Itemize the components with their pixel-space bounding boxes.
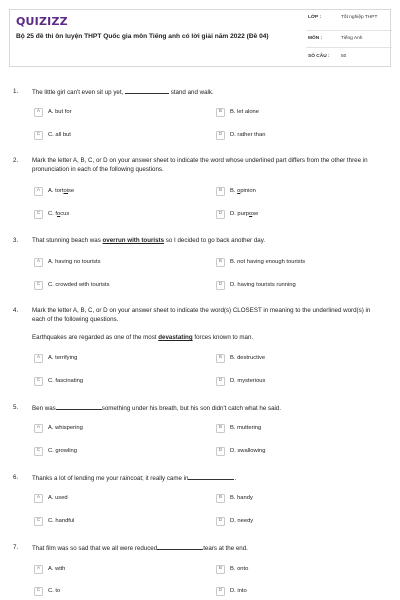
question-sentence	[32, 334, 384, 343]
option-letter-box: D	[216, 131, 225, 140]
option-d[interactable]	[216, 447, 265, 456]
option-label: C. growling	[48, 447, 77, 454]
question-text-post: .	[234, 475, 237, 482]
meta-label: LỚP :	[308, 15, 322, 20]
option-label: B. handy	[230, 494, 253, 501]
question-number: 7.	[13, 544, 19, 551]
option-letter-box: B	[216, 187, 225, 196]
option-label: B. onto	[230, 565, 249, 572]
option-a[interactable]	[34, 565, 65, 574]
option-d[interactable]	[216, 587, 247, 596]
option-label	[230, 211, 258, 219]
question-text-post: so I decided to go back another day.	[164, 237, 266, 244]
option-label: D. having tourists running	[230, 281, 296, 288]
option-b[interactable]	[216, 187, 256, 196]
option-letter-box: C	[34, 281, 43, 290]
option-c[interactable]	[34, 281, 110, 290]
option-b[interactable]	[216, 354, 265, 363]
underlined-phrase: devastating	[158, 334, 193, 341]
option-prefix: B.	[230, 187, 238, 194]
option-letter-box: D	[216, 210, 225, 219]
question-number: 4.	[13, 307, 19, 314]
option-label: B. not having enough tourists	[230, 258, 306, 265]
option-label: C. fascinating	[48, 377, 84, 384]
option-prefix: A.	[48, 187, 56, 194]
option-label: A. but for	[48, 108, 72, 115]
question-text-pre: That film was so sad that we all were reduced	[32, 545, 158, 552]
option-a[interactable]	[34, 354, 77, 363]
option-label: A. having no tourists	[48, 258, 101, 265]
answer-blank	[157, 544, 203, 550]
word-part: f	[55, 210, 58, 217]
option-letter-box: D	[216, 447, 225, 456]
option-label: B. let alone	[230, 108, 260, 115]
option-label: D. needy	[230, 517, 254, 524]
option-letter-box: C	[34, 447, 43, 456]
question-text	[32, 88, 384, 98]
meta-row-class	[306, 10, 392, 31]
option-letter-box: B	[216, 565, 225, 574]
option-letter-box: A	[34, 108, 43, 117]
option-label: C. all but	[48, 131, 71, 138]
option-label: D. rather than	[230, 131, 266, 138]
question-number: 2.	[13, 157, 19, 164]
option-c[interactable]	[34, 210, 69, 219]
option-c[interactable]	[34, 377, 83, 386]
option-label: A. whispering	[48, 424, 83, 431]
option-label: D. swallowing	[230, 447, 266, 454]
word-part: cus	[60, 210, 70, 217]
option-letter-box: C	[34, 587, 43, 596]
question-number: 1.	[13, 88, 19, 95]
option-letter-box: A	[34, 565, 43, 574]
option-d[interactable]	[216, 377, 265, 386]
option-letter-box: C	[34, 377, 43, 386]
worksheet-header	[9, 9, 391, 67]
option-c[interactable]	[34, 517, 74, 526]
question-number: 5.	[13, 404, 19, 411]
option-c[interactable]	[34, 587, 60, 596]
question-number: 6.	[13, 474, 19, 481]
option-a[interactable]	[34, 424, 83, 433]
option-label: C. crowded with tourists	[48, 281, 110, 288]
underlined-part: oi	[63, 187, 68, 194]
option-letter-box: B	[216, 108, 225, 117]
option-d[interactable]	[216, 517, 253, 526]
option-label	[230, 188, 256, 196]
question-text	[32, 544, 384, 554]
option-letter-box: D	[216, 377, 225, 386]
option-d[interactable]	[216, 131, 265, 140]
question-text-pre: The little girl can't even sit up yet,	[32, 89, 126, 96]
meta-label: SỐ CÂU :	[308, 54, 330, 59]
word-part: se	[252, 210, 259, 217]
option-letter-box: C	[34, 210, 43, 219]
question-text-pre: Ben was	[32, 405, 56, 412]
answer-blank	[125, 88, 169, 94]
option-prefix: D.	[230, 210, 238, 217]
option-b[interactable]	[216, 258, 305, 267]
meta-row-count	[306, 48, 392, 68]
option-label: B. muttering	[230, 424, 262, 431]
option-c[interactable]	[34, 447, 77, 456]
question-text-post: something under his breath, but his son didn't catch what he said.	[101, 405, 282, 412]
meta-row-subject	[306, 31, 392, 48]
question-text-pre: Thanks a lot of lending me your raincoat; it really came in	[32, 475, 189, 482]
answer-blank	[188, 474, 237, 482]
option-label	[48, 188, 74, 196]
question-text	[32, 237, 384, 246]
option-label	[48, 211, 69, 219]
option-label: D. into	[230, 587, 247, 594]
question-text-post: forces known to man.	[192, 334, 254, 341]
option-letter-box: A	[34, 258, 43, 267]
underlined-part: o	[237, 187, 241, 194]
word-part: se	[68, 187, 75, 194]
option-letter-box: A	[34, 354, 43, 363]
option-letter-box: C	[34, 517, 43, 526]
option-label: B. destructive	[230, 354, 266, 361]
underlined-phrase: overrun with tourists	[102, 237, 165, 244]
option-label: A. terrifying	[48, 354, 78, 361]
underlined-part: o	[249, 210, 253, 217]
option-b[interactable]	[216, 494, 253, 503]
word-part: tort	[55, 187, 64, 194]
question-text-post: stand and walk.	[169, 89, 214, 96]
option-letter-box: A	[34, 187, 43, 196]
question-text: Mark the letter A, B, C, or D on your answer sheet to indicate the word whose underlined part differs from the other three in pronunciation in each of the following questions.	[32, 157, 368, 173]
option-a[interactable]	[34, 187, 74, 196]
meta-value: Tiếng Anh	[341, 36, 363, 41]
question-text-post: tears at the end.	[203, 545, 248, 552]
word-part: purp	[237, 210, 250, 217]
option-d[interactable]	[216, 210, 258, 219]
option-d[interactable]	[216, 281, 296, 290]
option-label: D. mysterious	[230, 377, 266, 384]
option-letter-box: B	[216, 354, 225, 363]
meta-panel	[306, 10, 392, 68]
meta-label: MÔN :	[308, 36, 323, 41]
question-text	[32, 404, 384, 414]
option-label: C. to	[48, 587, 61, 594]
option-letter-box: C	[34, 131, 43, 140]
option-label: A. used	[48, 494, 68, 501]
option-letter-box: A	[34, 424, 43, 433]
option-label: C. handful	[48, 517, 75, 524]
question-text: Mark the letter A, B, C, or D on your answer sheet to indicate the word(s) CLOSEST in meaning to the underlined word(s) in each of the following questions.	[32, 307, 371, 323]
option-letter-box: D	[216, 517, 225, 526]
document-title: Bộ 25 đề thi ôn luyện THPT Quốc gia môn Tiếng anh có lời giải năm 2022 (Đề 04)	[16, 33, 269, 40]
question-number: 3.	[13, 237, 19, 244]
question-text-pre: Earthquakes are regarded as one of the most	[32, 334, 159, 341]
underlined-part: o	[57, 210, 61, 217]
question-text	[32, 474, 384, 484]
word-part: pinion	[240, 187, 256, 194]
option-b[interactable]	[216, 565, 248, 574]
option-letter-box: B	[216, 494, 225, 503]
option-letter-box: B	[216, 258, 225, 267]
option-letter-box: D	[216, 281, 225, 290]
option-b[interactable]	[216, 108, 259, 117]
option-c[interactable]	[34, 131, 71, 140]
option-letter-box: B	[216, 424, 225, 433]
option-label: A. with	[48, 565, 66, 572]
meta-value: Tốt nghiệp THPT	[341, 15, 378, 20]
option-a[interactable]	[34, 258, 101, 267]
option-a[interactable]	[34, 108, 72, 117]
quizizz-logo: QUIZIZZ	[16, 15, 68, 28]
meta-value: 50	[341, 54, 347, 59]
option-prefix: C.	[48, 210, 56, 217]
option-letter-box: D	[216, 587, 225, 596]
option-a[interactable]	[34, 494, 68, 503]
option-letter-box: A	[34, 494, 43, 503]
option-b[interactable]	[216, 424, 261, 433]
question-text-pre: That stunning beach was	[32, 237, 103, 244]
answer-blank	[56, 404, 102, 410]
